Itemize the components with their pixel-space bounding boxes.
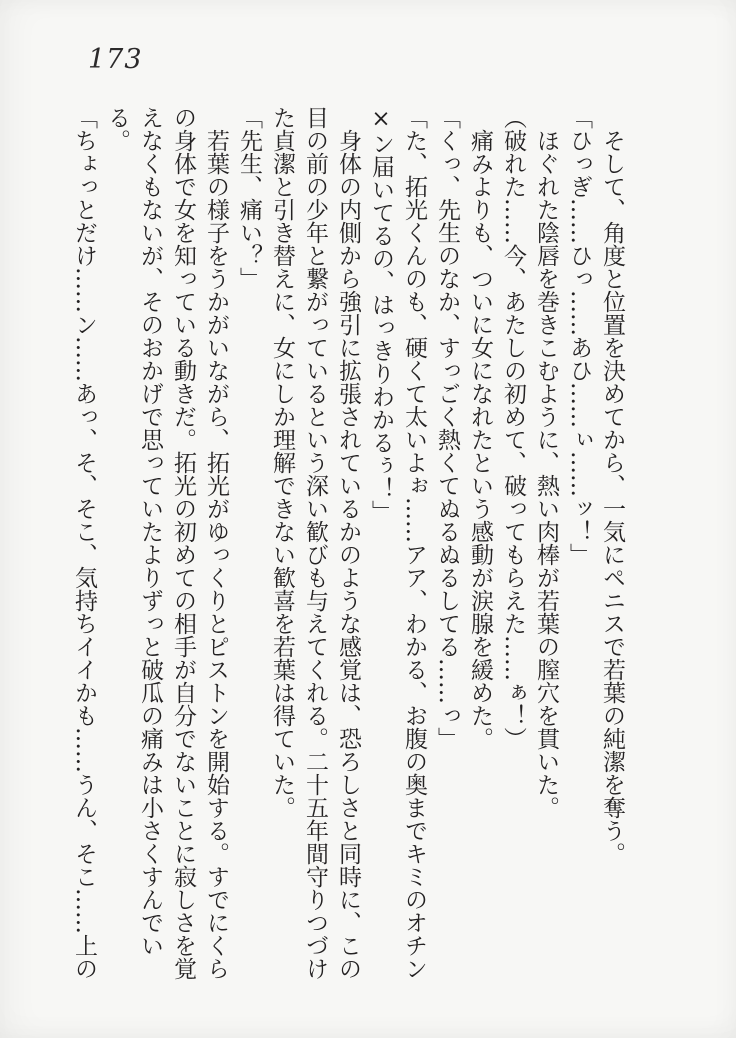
- page-number: 173: [88, 44, 143, 75]
- novel-paragraph-dialogue: 「くっ、先生のなか、すっごく熱くてぬるぬるしてる……っ」: [434, 106, 460, 750]
- novel-paragraph: ほぐれた陰唇を巻きこむように、熱い肉棒が若葉の膣穴を貫いた。: [533, 129, 559, 819]
- novel-paragraph-dialogue: 「た、拓光くんのも、硬くて太いよぉ……アア、わかる、お腹の奥までキミのオチン×ン届いてるの、はっきりわかるぅ！」: [368, 106, 427, 980]
- body-text: [67, 106, 628, 982]
- novel-paragraph: 若葉の様子をうかがいながら、拓光がゆっくりとピストンを開始する。すでにくらの身体で女を知っている動きだ。拓光の初めての相手が自分でないことに寂しさを覚えなくもないが、そのおかげで思っていたよりずっと破瓜の痛みは小さくすんでいる。: [104, 106, 229, 980]
- novel-paragraph: 痛みよりも、ついに女になれたという感動が涙腺を緩めた。: [467, 129, 493, 750]
- novel-paragraph: 身体の内側から強引に拡張されているかのような感覚は、恐ろしさと同時に、この目の前の少年と繋がっているという深い歓びも与えてくれる。二十五年間守りつづけた貞潔と引き替えに、女にしか理解できない歓喜を若葉は得ていた。: [269, 106, 361, 980]
- novel-paragraph-dialogue: 「ひっぎ……ひっ……あひ……ぃ……ッ！」: [566, 106, 592, 566]
- novel-paragraph: そして、角度と位置を決めてから、一気にペニスで若葉の純潔を奪う。: [599, 129, 625, 865]
- novel-paragraph-thought: （破れた……今、あたしの初めて、破ってもらえた……ぁ！）: [500, 106, 526, 750]
- novel-paragraph-dialogue: 「ちょっとだけ……ン……あっ、そ、そこ、気持ちイイかも……うん、そこ……上の: [71, 106, 97, 980]
- novel-paragraph-dialogue: 「先生、痛い？」: [236, 106, 262, 290]
